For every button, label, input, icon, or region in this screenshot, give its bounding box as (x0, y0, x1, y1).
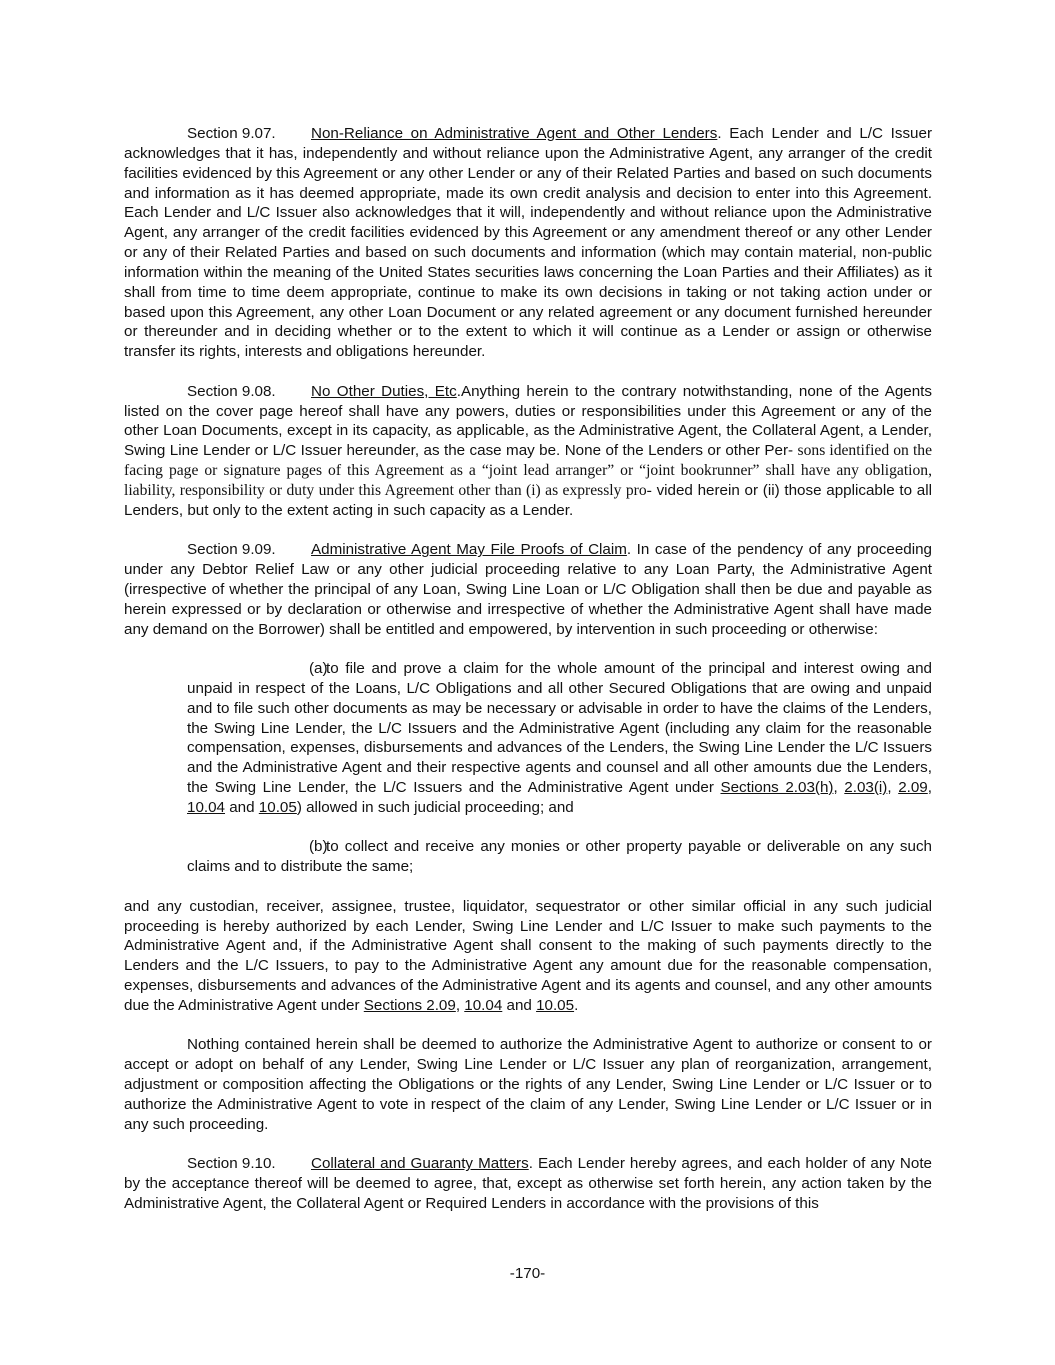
clause-label: (a) (309, 660, 328, 678)
cross-reference: 2.09 (898, 779, 928, 797)
nothing-contained-paragraph (124, 1035, 932, 1134)
cross-reference: 10.04 (464, 996, 503, 1014)
section-body: .Anything herein to the contrary notwithstanding, none of the Agents listed on the cover page hereof shall have any powers, duties or responsibilities under this Agreement or any of the other Loan Documents, except in its capacity, as applicable, as the Administrative Agent, the Collateral Agent, a Lender, Swing Line Lender or L/C Issuer hereunder, as the case may be. None of the Lenders or other Per- (124, 382, 932, 460)
section-9-07 (124, 124, 932, 362)
clause-text: to collect and receive any monies or other property payable or deliverable on any such claims and to distribute the same; (187, 838, 932, 876)
separator: , (927, 779, 932, 797)
cross-reference: 10.04 (187, 798, 226, 816)
section-heading: Non-Reliance on Administrative Agent and Other Lenders (311, 125, 718, 142)
separator: , (833, 779, 845, 797)
cross-reference: 2.03(i) (844, 779, 888, 797)
paragraph-text: Nothing contained herein shall be deemed to authorize the Administrative Agent to authorize or consent to or accept or adopt on behalf of any Lender, Swing Line Lender or L/C Issuer any plan of reorganization, arrangement, adjustment or composition affecting the Obligations or the rights of any Lender, Swing Line Lender or L/C Issuer or to authorize the Administrative Agent to vote in respect of the claim of any Lender, Swing Line Lender or L/C Issuer or in any such proceeding. (124, 1036, 932, 1133)
clause-label: (b) (309, 838, 328, 856)
paragraph-text: and any custodian, receiver, assignee, trustee, liquidator, sequestrator or other similar official in any such judicial proceeding is hereby authorized by each Lender, Swing Line Lender and L/C Issuer to make such payments to the Administrative Agent and, if the Administrative Agent shall consent to the making of such payments directly to the Lenders and the L/C Issuers, to pay to the Administrative Agent any amount due for the reasonable compensation, expenses, disbursements and advances of the Administrative Agent and its agents and counsel, and any other amounts due the Administrative Agent under (124, 897, 932, 1014)
separator: and (502, 996, 537, 1014)
section-body: . Each Lender hereby agrees, and each holder of any Note by the acceptance thereof will be deemed to agree, that, except as otherwise set forth herein, any action taken by the Administrative Agent, the Collateral Agent or Required Lenders in accordance with the provisions of this (124, 1155, 932, 1212)
cross-reference: Sections 2.09 (363, 996, 456, 1014)
section-9-08 (124, 382, 932, 521)
clause-b (187, 837, 932, 877)
separator: , (887, 779, 899, 797)
section-9-10 (124, 1154, 932, 1214)
section-number: Section 9.09. (187, 541, 276, 559)
separator: , (455, 996, 465, 1014)
section-heading: Collateral and Guaranty Matters (311, 1155, 529, 1173)
section-9-09 (124, 540, 932, 639)
clause-a (187, 659, 932, 818)
section-heading: Administrative Agent May File Proofs of Claim (311, 541, 627, 559)
section-heading: No Other Duties, Etc (311, 382, 457, 400)
cross-reference: 10.05 (536, 996, 575, 1014)
section-number: Section 9.07. (187, 125, 276, 142)
continuation-paragraph (124, 897, 932, 1016)
section-body: . Each Lender and L/C Issuer acknowledges that it has, independently and without reliance upon the Administrative Agent, any arranger of the credit facilities evidenced by this Agreement or any other Lender or any of their Related Parties and based on such documents and information as it has deemed appropriate, made its own credit analysis and decision to enter into this Agreement. Each Lender and L/C Issuer also acknowledges that it will, independently and without reliance upon the Administrative Agent, any arranger of the credit facilities evidenced by this Agreement or any amendment thereof or any other Lender or any of their Related Parties and based on such documents and information (which may contain material, non-public information within the meaning of the United States securities laws concerning the Loan Parties and their Affiliates) as it shall from time to time deem appropriate, continue to make its own decisions in taking or not taking action under or based upon this Agreement, any other Loan Document or any related agreement or any document furnished hereunder or thereunder and in deciding whether or to the extent to which it will continue as a Lender or assign or otherwise transfer its rights, interests and obligations hereunder. (124, 125, 932, 361)
cross-reference: 10.05 (258, 798, 297, 816)
section-body: . In case of the pendency of any proceeding under any Debtor Relief Law or any other judicial proceeding relative to any Loan Party, the Administrative Agent (irrespective of whether the principal of any Loan, Swing Line Loan or L/C Obligation shall then be due and payable as herein expressed or by declaration or otherwise and irrespective of whether the Administrative Agent shall have made any demand on the Borrower) shall be entitled and empowered, by intervention in such proceeding or otherwise: (124, 541, 932, 638)
cross-reference: Sections 2.03(h) (720, 779, 834, 797)
separator: and (225, 798, 259, 816)
section-number: Section 9.08. (187, 382, 276, 400)
section-body-end: vided herein or (ii) those applicable to all Lenders, but only to the extent acting in such capacity as a Lender. (124, 481, 932, 519)
clause-text: to file and prove a claim for the whole amount of the principal and interest owing and unpaid in respect of the Loans, L/C Obligations and all other Secured Obligations that are owing and unpaid and to file such other documents as may be necessary or advisable in order to have the claims of the Lenders, the Swing Line Lender, the L/C Issuers and the Administrative Agent (including any claim for the reasonable compensation, expenses, disbursements and advances of the Lenders, the Swing Line Lender the L/C Issuers and the Administrative Agent and their respective agents and counsel and all other amounts due the Lenders, the Swing Line Lender, the L/C Issuers and the Administrative Agent under (187, 660, 932, 797)
section-body-serif: sons identified on the facing page or signature pages of this Agreement as a “joint lead arranger” or “joint bookrunner” shall have any obligation, liability, responsibility or duty under this Agreement other than (i) as expressly pro- (124, 442, 932, 499)
clause-text-end: ) allowed in such judicial proceeding; and (296, 798, 574, 816)
document-page (124, 124, 932, 1233)
page-number: -170- (509, 1265, 546, 1282)
paragraph-text-end: . (574, 996, 579, 1014)
section-number: Section 9.10. (187, 1155, 276, 1173)
